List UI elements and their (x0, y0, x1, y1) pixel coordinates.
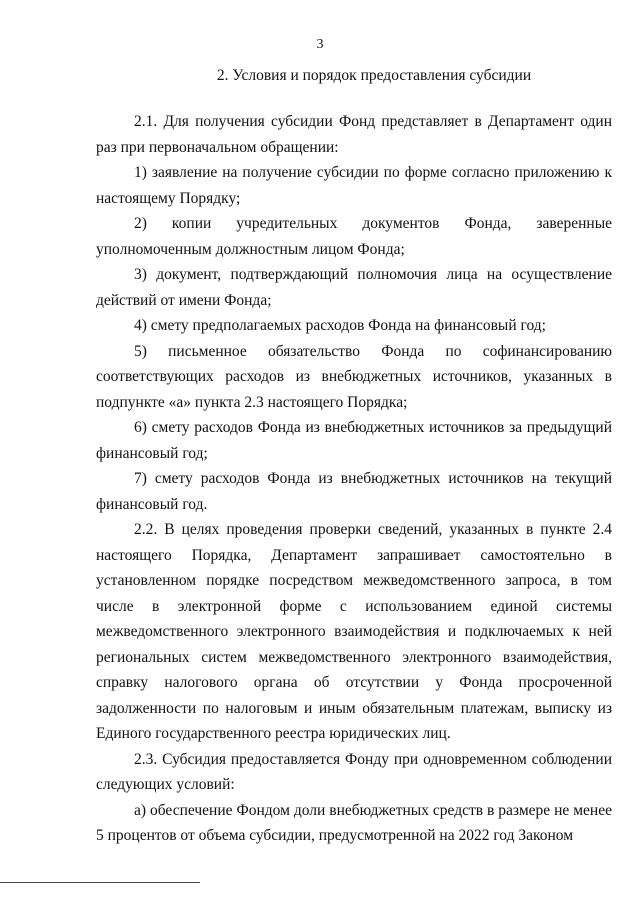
list-item-a: а) обеспечение Фондом доли внебюджетных средств в размере не менее 5 процентов от объема субсидии, предусмотренной на 2022 год Законом (96, 801, 612, 844)
paragraph-2-1: 2.1. Для получения субсидии Фонд представляет в Департамент один раз при первоначальном обращении: (96, 113, 612, 156)
document-body (96, 109, 612, 849)
list-item-2: 2) копии учредительных документов Фонда, заверенные уполномоченным должностным лицом Фонда; (96, 215, 612, 258)
page-number: 3 (316, 37, 324, 52)
list-item-7: 7) смету расходов Фонда из внебюджетных источников на текущий финансовый год. (96, 470, 612, 513)
section-heading: 2. Условия и порядок предоставления субсидии (216, 67, 532, 84)
paragraph-2-2: 2.2. В целях проведения проверки сведений, указанных в пункте 2.4 настоящего Порядка, Департамент запрашивает самостоятельно в установленном порядке посредством межведомственного запроса, в том числе в электронной форме с использованием единой системы межведомственного электронного взаимодействия и подключаемых к ней региональных систем межведомственного электронного взаимодействия, справку налогового органа об отсутствии у Фонда просроченной задолженности по налоговым и иным обязательным платежам, выписку из Единого государственного реестра юридических лиц. (96, 521, 612, 742)
paragraph-2-3: 2.3. Субсидия предоставляется Фонду при одновременном соблюдении следующих условий: (96, 750, 612, 793)
list-item-6: 6) смету расходов Фонда из внебюджетных источников за предыдущий финансовый год; (96, 419, 612, 462)
footer-divider (0, 882, 200, 883)
list-item-3: 3) документ, подтверждающий полномочия лица на осуществление действий от имени Фонда; (96, 266, 612, 309)
list-item-1: 1) заявление на получение субсидии по форме согласно приложению к настоящему Порядку; (96, 164, 612, 207)
list-item-4: 4) смету предполагаемых расходов Фонда на финансовый год; (134, 317, 546, 334)
list-item-5: 5) письменное обязательство Фонда по софинансированию соответствующих расходов из внебюджетных источников, указанных в подпункте «а» пункта 2.3 настоящего Порядка; (96, 342, 612, 411)
